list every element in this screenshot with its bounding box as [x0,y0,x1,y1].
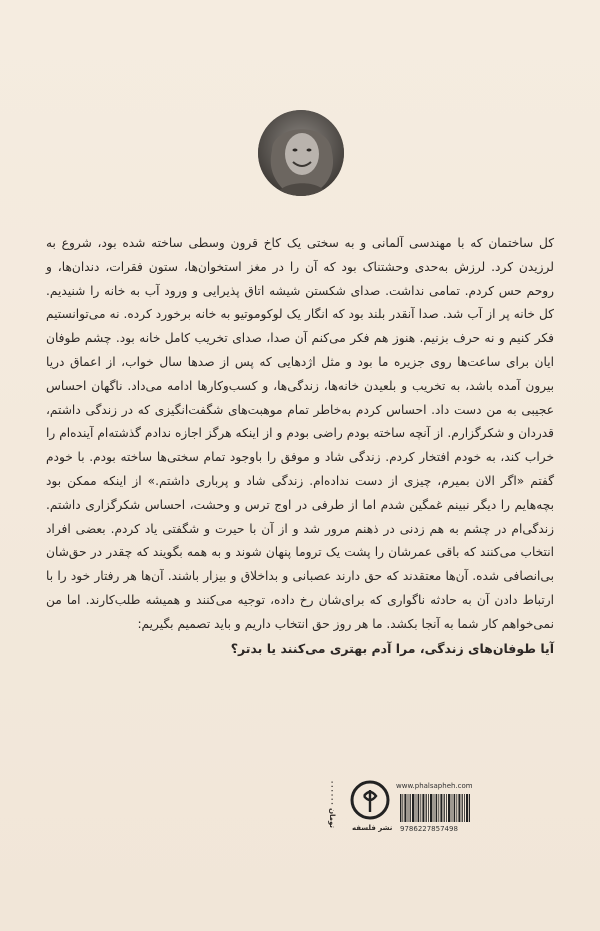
isbn-number: 9786227857498 [400,825,458,833]
blurb-question: آیا طوفان‌های زندگی، مرا آدم بهتری می‌کنند یا بدتر؟ [230,640,554,656]
price-label: ۰۰۰۰۰۰ تومان [328,780,336,829]
publisher-website: www.phalsapheh.com [396,782,473,790]
blurb-text [46,232,554,660]
blurb-paragraph: کل ساختمان که با مهندسی آلمانی و به سختی یک کاخ قرون وسطی ساخته شده بود، شروع به لرزیدن کرد. لرزش به‌حدی وحشتناک بود که آن را در مغز استخوان‌ها، ستون فقرات، دندان‌ها، و روحم حس کردم. تمامی نداشت. صدای شکستن شیشه اتاق پذیرایی و ورود آب به خانه را شنیدیم. کل خانه پر از آب شد. صدا آنقدر بلند بود که انگار یک لوکوموتیو به خانه برخورد کرده. نه می‌توانستیم فکر کنیم و نه حرف بزنیم. هنوز هم فکر می‌کنم آن صدا، صدای تخریب کامل خانه بود. چشم طوفان ایان برای ساعت‌ها روی جزیره ما بود و مثل اژدهایی که پس از صدها سال خواب، از اعماق دریا بیرون آمده باشد، به تخریب و بلعیدن خانه‌ها، زندگی‌ها، و کسب‌وکارها ادامه می‌داد. ناگهان احساس عجیبی به من دست داد. احساس کردم به‌خاطر تمام موهبت‌های شگفت‌انگیزی که در زندگی داشتم، قدردان و شکرگزارم. از آنچه ساخته بودم راضی بودم و از اینکه هرگز اجازه ندادم گذشته‌ام آینده‌ام را خراب کند، به خودم افتخار کردم. زندگی شاد و موفق را باوجود تمام سختی‌ها ساخته بودم. با خودم گفتم «اگر الان بمیرم، چیزی از دست نداده‌ام. زندگی شاد و پرباری داشتم.» از اینکه ممکن بود بچه‌هایم را دیگر نبینم غمگین شدم اما از طرفی در اوج ترس و وحشت، احساس شکرگزاری داشتم. زندگی‌ام در چشم به هم زدنی در ذهنم مرور شد و از آن با حیرت و شگفتی یاد کردم. بعضی افراد انتخاب می‌کنند که باقی عمرشان را پشت یک تروما پنهان شوند و به همه بگویند که چقدر در حق‌شان بی‌انصافی شده. آن‌ها معتقدند که حق دارند عصبانی و بداخلاق و بیزار باشند. آن‌ها هر رفتار خود را با ارتباط دادن آن به حادثه ناگواری که برای‌شان رخ داده، توجیه می‌کنند و همیشه طلب‌کارند. اما من نمی‌خواهم کار شما به آنجا بکشد. ما هر روز حق انتخاب داریم و باید تصمیم بگیریم: [46,236,554,631]
publisher-name: نشر فلسفه [352,824,393,832]
barcode [400,794,470,826]
author-portrait [258,110,344,196]
publisher-footer [130,760,473,840]
